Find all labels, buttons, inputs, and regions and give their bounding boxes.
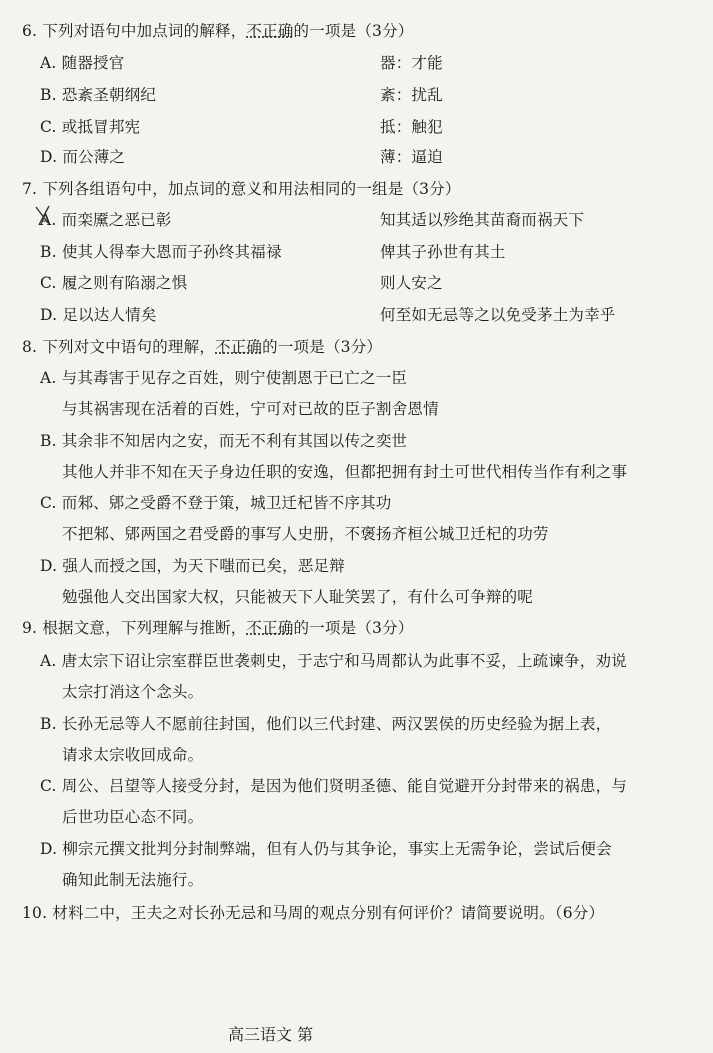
q7-option-b-pair: 俾其子孙世有其土 bbox=[380, 243, 506, 261]
q8-option-a-translation: 与其祸害现在活着的百姓，宁可对已故的臣子割舍恩情 bbox=[62, 400, 439, 418]
q9-stem bbox=[22, 617, 414, 639]
q9-option-d-cont: 确知此制无法施行。 bbox=[62, 871, 204, 889]
q6-option-b: B. 恐紊圣朝纲纪 bbox=[40, 86, 157, 104]
q7-option-c-pair: 则人安之 bbox=[380, 274, 443, 292]
q9-option-d: D. 柳宗元撰文批判分封制弊端，但有人仍与其争论，事实上无需争论，尝试后便会 bbox=[40, 840, 612, 858]
q7-option-d: D. 足以达人情矣 bbox=[40, 306, 157, 324]
q6-option-b-gloss: 紊：扰乱 bbox=[380, 86, 443, 104]
q9-option-c-cont: 后世功臣心态不同。 bbox=[62, 808, 204, 826]
answer-space[interactable] bbox=[22, 935, 682, 1010]
q8-stem-emphasis: 不正确 bbox=[215, 338, 263, 356]
q8-option-c: C. 而邾、郳之受爵不登于策，城卫迁杞皆不序其功 bbox=[40, 494, 392, 512]
q9-stem-tail: 的一项是（3分） bbox=[293, 619, 414, 637]
q8-option-c-translation: 不把邾、郳两国之君受爵的事写人史册，不褒扬齐桓公城卫迁杞的功劳 bbox=[62, 525, 549, 543]
q8-option-a: A. 与其毒害于见存之百姓，则宁使割恩于已亡之一臣 bbox=[40, 369, 408, 387]
q8-option-b-translation: 其他人并非不知在天子身边任职的安逸，但都把拥有封土可世代相传当作有利之事 bbox=[62, 463, 628, 481]
pen-mark-icon bbox=[34, 203, 54, 227]
q7-stem: 7. 下列各组语句中，加点词的意义和用法相同的一组是（3分） bbox=[22, 180, 461, 198]
q9-stem-emphasis: 不正确 bbox=[246, 619, 294, 637]
q9-option-b: B. 长孙无忌等人不愿前往封国，他们以三代封建、两汉罢侯的历史经验为据上表， bbox=[40, 715, 612, 733]
q8-stem-text: 8. 下列对文中语句的理解， bbox=[22, 338, 216, 356]
q9-option-a-cont: 太宗打消这个念头。 bbox=[62, 683, 204, 701]
q7-option-c: C. 履之则有陷溺之惧 bbox=[40, 274, 188, 292]
q6-option-d-gloss: 薄：逼迫 bbox=[380, 148, 443, 166]
q6-option-c: C. 或抵冒邦宪 bbox=[40, 118, 141, 136]
q8-option-b: B. 其余非不知居内之安，而无不利有其国以传之奕世 bbox=[40, 432, 408, 450]
q6-stem-tail: 的一项是（3分） bbox=[293, 22, 414, 40]
q7-option-a: A. 而栾黡之恶已彰 bbox=[40, 211, 172, 229]
q9-option-a: A. 唐太宗下诏让宗室群臣世袭刺史，于志宁和马周都认为此事不妥，上疏谏争，劝说 bbox=[40, 652, 627, 670]
q8-option-d: D. 强人而授之国，为天下嗤而已矣，恶足辩 bbox=[40, 557, 345, 575]
q7-option-a-pair: 知其适以殄绝其苗裔而祸天下 bbox=[380, 211, 585, 229]
q7-option-b: B. 使其人得奉大恩而子孙终其福禄 bbox=[40, 243, 282, 261]
q6-stem-text: 6. 下列对语句中加点词的解释， bbox=[22, 22, 247, 40]
q10-stem: 10. 材料二中，王夫之对长孙无忌和马周的观点分别有何评价？请简要说明。（6分） bbox=[22, 904, 605, 922]
q8-stem-tail: 的一项是（3分） bbox=[262, 338, 383, 356]
page-footer: 高三语文 第 bbox=[228, 1025, 314, 1044]
q6-option-c-gloss: 抵：触犯 bbox=[380, 118, 443, 136]
q6-option-d: D. 而公薄之 bbox=[40, 148, 126, 166]
q7-option-d-pair: 何至如无忌等之以免受茅土为幸乎 bbox=[380, 306, 616, 324]
q8-option-d-translation: 勉强他人交出国家大权，只能被天下人耻笑罢了，有什么可争辩的呢 bbox=[62, 588, 534, 606]
q6-stem-emphasis: 不正确 bbox=[246, 22, 294, 40]
q9-option-c: C. 周公、吕望等人接受分封，是因为他们贤明圣德、能自觉避开分封带来的祸患，与 bbox=[40, 777, 627, 795]
q9-option-b-cont: 请求太宗收回成命。 bbox=[62, 746, 204, 764]
q6-option-a: A. 随器授官 bbox=[40, 54, 125, 72]
q8-stem bbox=[22, 336, 382, 358]
q9-stem-text: 9. 根据文意，下列理解与推断， bbox=[22, 619, 247, 637]
q6-stem bbox=[22, 20, 414, 42]
q6-option-a-gloss: 器：才能 bbox=[380, 54, 443, 72]
